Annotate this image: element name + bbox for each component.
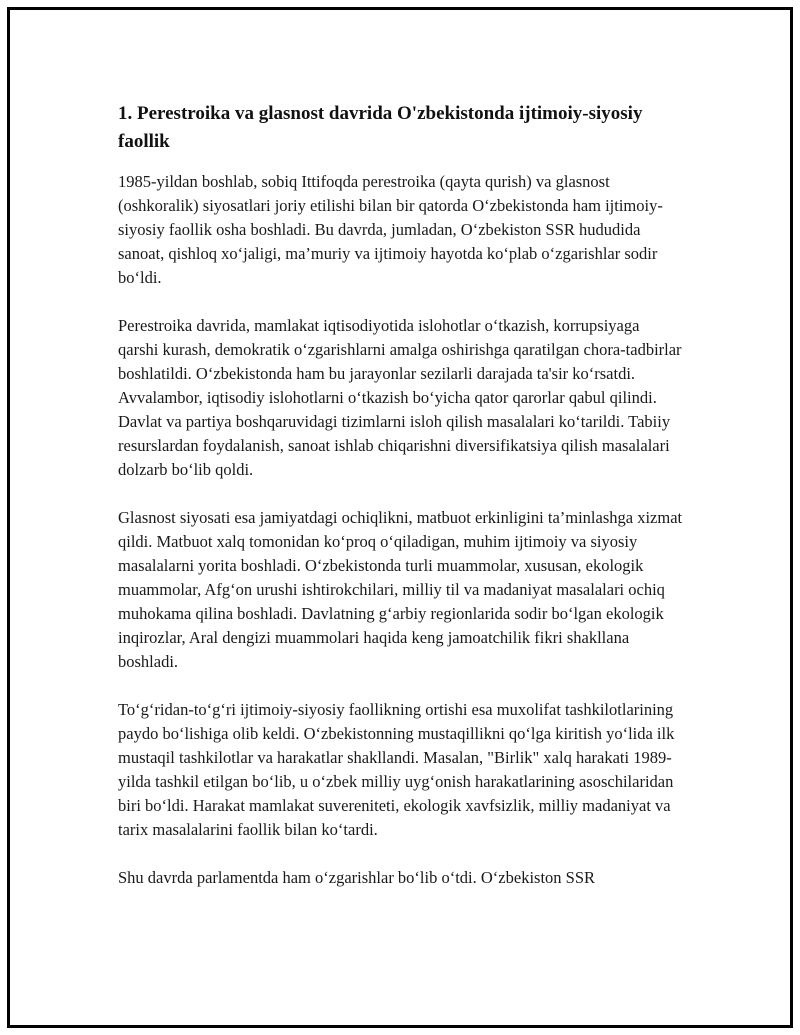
paragraph: Perestroika davrida, mamlakat iqtisodiyotida islohotlar o‘tkazish, korrupsiyaga qarshi kurash, demokratik o‘zgarishlarni amalga oshirishga qaratilgan chora-tadbirlar boshlatildi. O‘zbekistonda ham bu jarayonlar sezilarli darajada ta'sir ko‘rsatdi. Avvalambor, iqtisodiy islohotlarni o‘tkazish bo‘yicha qator qarorlar qabul qilindi. Davlat va partiya boshqaruvidagi tizimlarni isloh qilish masalalari ko‘tarildi. Tabiiy resurslardan foydalanish, sanoat ishlab chiqarishni diversifikatsiya qilish masalalari dolzarb bo‘lib qoldi. — [118, 316, 682, 479]
document-title: 1. Perestroika va glasnost davrida O'zbekistonda ijtimoiy-siyosiy faollik — [118, 103, 643, 152]
paragraph: Glasnost siyosati esa jamiyatdagi ochiqlikni, matbuot erkinligini ta’minlashga xizmat qildi. Matbuot xalq tomonidan ko‘proq o‘qiladigan, muhim ijtimoiy va siyosiy masalalarni yorita boshladi. O‘zbekistonda turli muammolar, xususan, ekologik muammolar, Afg‘on urushi ishtirokchilari, milliy til va madaniyat masalalari ochiq muhokama qilina boshladi. Davlatning g‘arbiy regionlarida sodir bo‘lgan ekologik inqirozlar, Aral dengizi muammolari haqida keng jamoatchilik fikri shakllana boshladi. — [118, 508, 683, 671]
paragraph: To‘g‘ridan-to‘g‘ri ijtimoiy-siyosiy faollikning ortishi esa muxolifat tashkilotlarining paydo bo‘lishiga olib keldi. O‘zbekistonning mustaqillikni qo‘lga kiritish yo‘lida ilk mustaqil tashkilotlar va harakatlar shakllandi. Masalan, "Birlik" xalq harakati 1989-yilda tashkil etilgan bo‘lib, u o‘zbek milliy uyg‘onish harakatlarining asoschilaridan biri bo‘ldi. Harakat mamlakat suvereniteti, ekologik xavfsizlik, milliy madaniyat va tarix masalalarini faollik bilan ko‘tardi. — [118, 700, 675, 839]
page-frame — [7, 7, 793, 1028]
paragraph: 1985-yildan boshlab, sobiq Ittifoqda perestroika (qayta qurish) va glasnost (oshkoralik) siyosatlari joriy etilishi bilan bir qatorda O‘zbekistonda ham ijtimoiy-siyosiy faollik osha boshladi. Bu davrda, jumladan, O‘zbekiston SSR hududida sanoat, qishloq xo‘jaligi, ma’muriy va ijtimoiy hayotda ko‘plab o‘zgarishlar sodir bo‘ldi. — [118, 172, 663, 287]
document-body — [118, 100, 683, 914]
paragraph: Shu davrda parlamentda ham o‘zgarishlar bo‘lib o‘tdi. O‘zbekiston SSR — [118, 868, 596, 887]
